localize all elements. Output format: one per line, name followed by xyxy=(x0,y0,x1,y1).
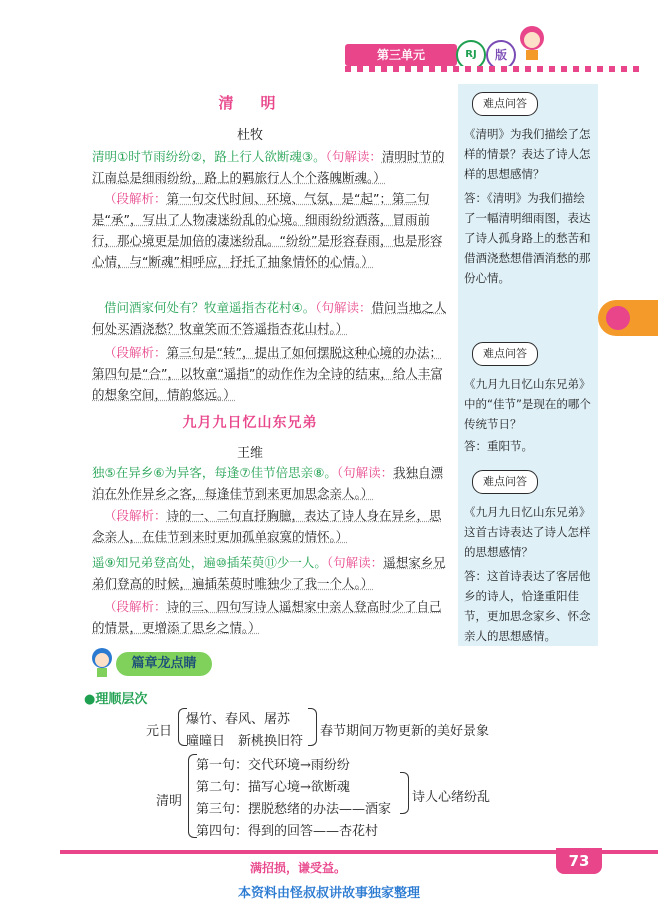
section-banner: 篇章龙点睛 xyxy=(116,652,212,676)
line-text: 清明①时节雨纷纷②，路上行人欲断魂③。 xyxy=(92,149,326,164)
line-explanation: 我独自漂泊在外作异乡之客，每逢佳节到来更加思念亲人。） xyxy=(92,465,444,501)
jiexi-label: （段解析： xyxy=(104,345,167,360)
poem1-title: 清 明 xyxy=(218,94,282,112)
bracket xyxy=(400,772,409,814)
jiexi-label: （段解析： xyxy=(104,191,167,206)
poem1-line1 xyxy=(92,146,447,188)
tree-root: 元日 xyxy=(146,724,173,739)
tree-item: 第三句：摆脱愁绪的办法——酒家 xyxy=(196,802,392,817)
jiexi-label: （段解析： xyxy=(104,508,167,523)
tree-item: 曈曈日 新桃换旧符 xyxy=(186,734,304,749)
jiedu-label: （句解读： xyxy=(336,465,394,480)
difficulty-tag: 难点问答 xyxy=(472,342,538,366)
jiexi-label: （段解析： xyxy=(104,599,167,614)
line-explanation: 遥想家乡兄弟们登高的时候，遍插茱萸时唯独少了我一个人。） xyxy=(92,555,446,591)
analysis-text: 第三句是“转”，提出了如何摆脱这种心境的办法；第四句是“合”，以牧童“遥指”的动作作为全诗的结束，给人丰富的想象空间，情韵悠远。） xyxy=(92,345,443,402)
poem2-title: 九月九日忆山东兄弟 xyxy=(182,415,318,431)
jiedu-label: （句解读： xyxy=(325,149,382,164)
tree-root: 清明 xyxy=(156,794,183,809)
poem2-line1 xyxy=(92,462,447,504)
line-text: 独⑤在异乡⑥为异客，每逢⑦佳节倍思亲⑧。 xyxy=(92,465,337,480)
page-number: 73 xyxy=(556,848,602,874)
tree-label: 第一句：交代环境 xyxy=(196,758,301,773)
difficulty-tag: 难点问答 xyxy=(472,470,538,494)
poem2-analysis2 xyxy=(92,596,447,638)
line-text: 遥⑨知兄弟登高处，遍⑩插茱萸⑪少一人。 xyxy=(92,555,327,570)
tree-label: 雨纷纷 xyxy=(310,758,350,773)
answer-1: 答：《清明》为我们描绘了一幅清明细雨图，表达了诗人孤身路上的愁苦和借酒浇愁想借酒消愁的那份心情。 xyxy=(464,191,591,285)
mascot-icon xyxy=(88,646,116,678)
tree-result: 诗人心绪纷乱 xyxy=(412,790,491,805)
footer-motto: 满招损，谦受益。 xyxy=(250,861,347,875)
tree-item xyxy=(196,776,350,795)
difficulty-tag: 难点问答 xyxy=(472,92,538,116)
poem1-author: 杜牧 xyxy=(236,128,263,143)
poem1-line2 xyxy=(92,297,447,339)
analysis-text: 诗的三、四句写诗人遥想家中亲人登高时少了自己的情景，更增添了思乡之情。） xyxy=(92,599,442,635)
poem2-line2 xyxy=(92,552,447,594)
source-note: 本资料由怪叔叔讲故事独家整理 xyxy=(237,886,420,901)
question-1: 《清明》为我们描绘了怎样的情景？表达了诗人怎样的思想感情？ xyxy=(464,127,591,181)
tree-label: 欲断魂 xyxy=(310,780,350,795)
line-text: 借问酒家何处有？牧童遥指杏花村④。 xyxy=(104,300,316,315)
bracket xyxy=(308,708,317,746)
version-badge: 版 xyxy=(486,40,516,70)
unit-label: 第三单元 xyxy=(345,44,457,66)
analysis-text: 诗的一、二句直抒胸臆，表达了诗人身在异乡，思念亲人，在佳节到来时更加孤单寂寞的情怀。） xyxy=(92,508,442,544)
mascot-icon xyxy=(514,22,550,62)
poem1-analysis2 xyxy=(92,342,447,405)
line-explanation: 清明时节的江南总是细雨纷纷，路上的羁旅行人个个落魄断魂。） xyxy=(92,149,445,185)
jiedu-label: （句解读： xyxy=(315,300,372,315)
arrow-icon: → xyxy=(300,780,311,795)
answer-2: 答：重阳节。 xyxy=(464,439,533,453)
mascot-face-icon xyxy=(606,306,630,330)
arrow-icon: → xyxy=(300,758,311,773)
rj-badge: RJ xyxy=(456,40,486,70)
header-divider xyxy=(345,66,645,72)
answer-3: 答：这首诗表达了客居他乡的诗人，恰逢重阳佳节，更加思念家乡、怀念亲人的思想感情。 xyxy=(464,569,591,643)
poem1-analysis1 xyxy=(92,188,447,272)
tree-result: 春节期间万物更新的美好景象 xyxy=(320,724,490,739)
tree-item xyxy=(196,754,350,773)
line-explanation: 借问当地之人何处买酒浇愁？牧童笑而不答遥指杏花山村。） xyxy=(92,300,447,336)
tree-label: 第二句：描写心境 xyxy=(196,780,301,795)
analysis-text: 第一句交代时间、环境、气氛，是“起”；第二句是“承”，写出了人物凄迷纷乱的心境。细雨纷纷洒落，冒雨前行，那心境更是加倍的凄迷纷乱。“纷纷”是形容春雨，也是形容心情，与“断魂”相呼应，抒托了抽象情怀的心情。） xyxy=(92,191,443,269)
tree-item: 第四句：得到的回答——杏花村 xyxy=(196,824,379,839)
question-2: 《九月九日忆山东兄弟》中的“佳节”是现在的哪个传统节日？ xyxy=(464,377,591,431)
poem2-author: 王维 xyxy=(236,446,263,461)
poem2-analysis1 xyxy=(92,505,447,547)
tree-item: 爆竹、春风、屠苏 xyxy=(186,712,291,727)
question-3: 《九月九日忆山东兄弟》这首古诗表达了诗人怎样的思想感情？ xyxy=(464,505,591,559)
section-heading: ●理顺层次 xyxy=(84,692,148,707)
jiedu-label: （句解读： xyxy=(326,555,384,570)
